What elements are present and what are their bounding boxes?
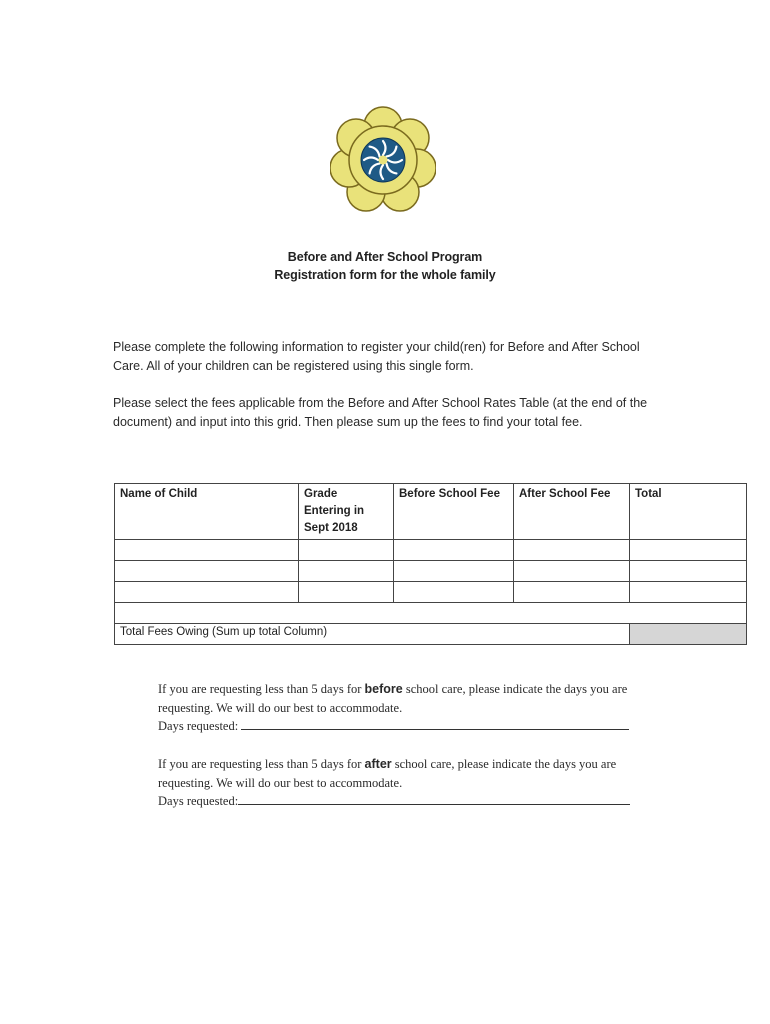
grade-cell[interactable]	[299, 582, 394, 603]
table-row	[115, 561, 747, 582]
title-line-1: Before and After School Program	[287, 250, 483, 264]
child-name-cell[interactable]	[115, 582, 299, 603]
total-cell[interactable]	[630, 561, 747, 582]
total-cell[interactable]	[630, 540, 747, 561]
total-fees-owing-cell[interactable]	[630, 624, 747, 645]
table-row	[115, 540, 747, 561]
grade-cell[interactable]	[299, 540, 394, 561]
header-grade	[299, 484, 394, 540]
after-days-label: Days requested:	[158, 794, 239, 808]
header-before-school-fee: Before School Fee	[394, 484, 514, 540]
spacer-cell	[115, 603, 747, 624]
header-grade-line-3: Sept 2018	[304, 522, 358, 534]
before-fee-cell[interactable]	[394, 540, 514, 561]
intro-paragraph-1: Please complete the following information to register your child(ren) for Before and After School Care. All of your children can be registered using this single form.	[113, 340, 640, 373]
form-title	[0, 248, 770, 284]
spacer-row	[115, 603, 747, 624]
child-name-cell[interactable]	[115, 561, 299, 582]
after-keyword: after	[364, 757, 392, 771]
header-after-school-fee: After School Fee	[514, 484, 630, 540]
before-care-request	[158, 680, 668, 736]
after-request-text-end: school care, please indicate the days you are requesting. We will do our best to accommodate.	[158, 757, 617, 790]
table-row	[115, 582, 747, 603]
before-days-requested-field[interactable]	[241, 717, 629, 730]
before-keyword: before	[364, 682, 403, 696]
fee-table-header-row	[115, 484, 747, 540]
before-request-text-end: school care, please indicate the days you are requesting. We will do our best to accommodate.	[158, 682, 628, 715]
fee-table	[114, 483, 747, 645]
after-care-request	[158, 755, 668, 811]
intro-paragraph-2: Please select the fees applicable from the Before and After School Rates Table (at the end of the document) and input into this grid. Then please sum up the fees to find your total fee.	[113, 396, 648, 429]
before-days-label: Days requested:	[158, 719, 242, 733]
before-fee-cell[interactable]	[394, 561, 514, 582]
after-fee-cell[interactable]	[514, 540, 630, 561]
total-row	[115, 624, 747, 645]
after-fee-cell[interactable]	[514, 561, 630, 582]
header-total: Total	[630, 484, 747, 540]
header-name-of-child: Name of Child	[115, 484, 299, 540]
child-name-cell[interactable]	[115, 540, 299, 561]
header-grade-line-1: Grade	[304, 488, 338, 500]
school-crest-icon	[330, 103, 436, 218]
after-fee-cell[interactable]	[514, 582, 630, 603]
grade-cell[interactable]	[299, 561, 394, 582]
before-fee-cell[interactable]	[394, 582, 514, 603]
total-fees-owing-label: Total Fees Owing (Sum up total Column)	[115, 624, 630, 645]
header-grade-line-2: Entering in	[304, 505, 365, 517]
total-cell[interactable]	[630, 582, 747, 603]
after-request-text-start: If you are requesting less than 5 days for	[158, 757, 365, 771]
after-days-requested-field[interactable]	[238, 792, 630, 805]
before-request-text-start: If you are requesting less than 5 days for	[158, 682, 365, 696]
title-line-2: Registration form for the whole family	[274, 268, 496, 282]
